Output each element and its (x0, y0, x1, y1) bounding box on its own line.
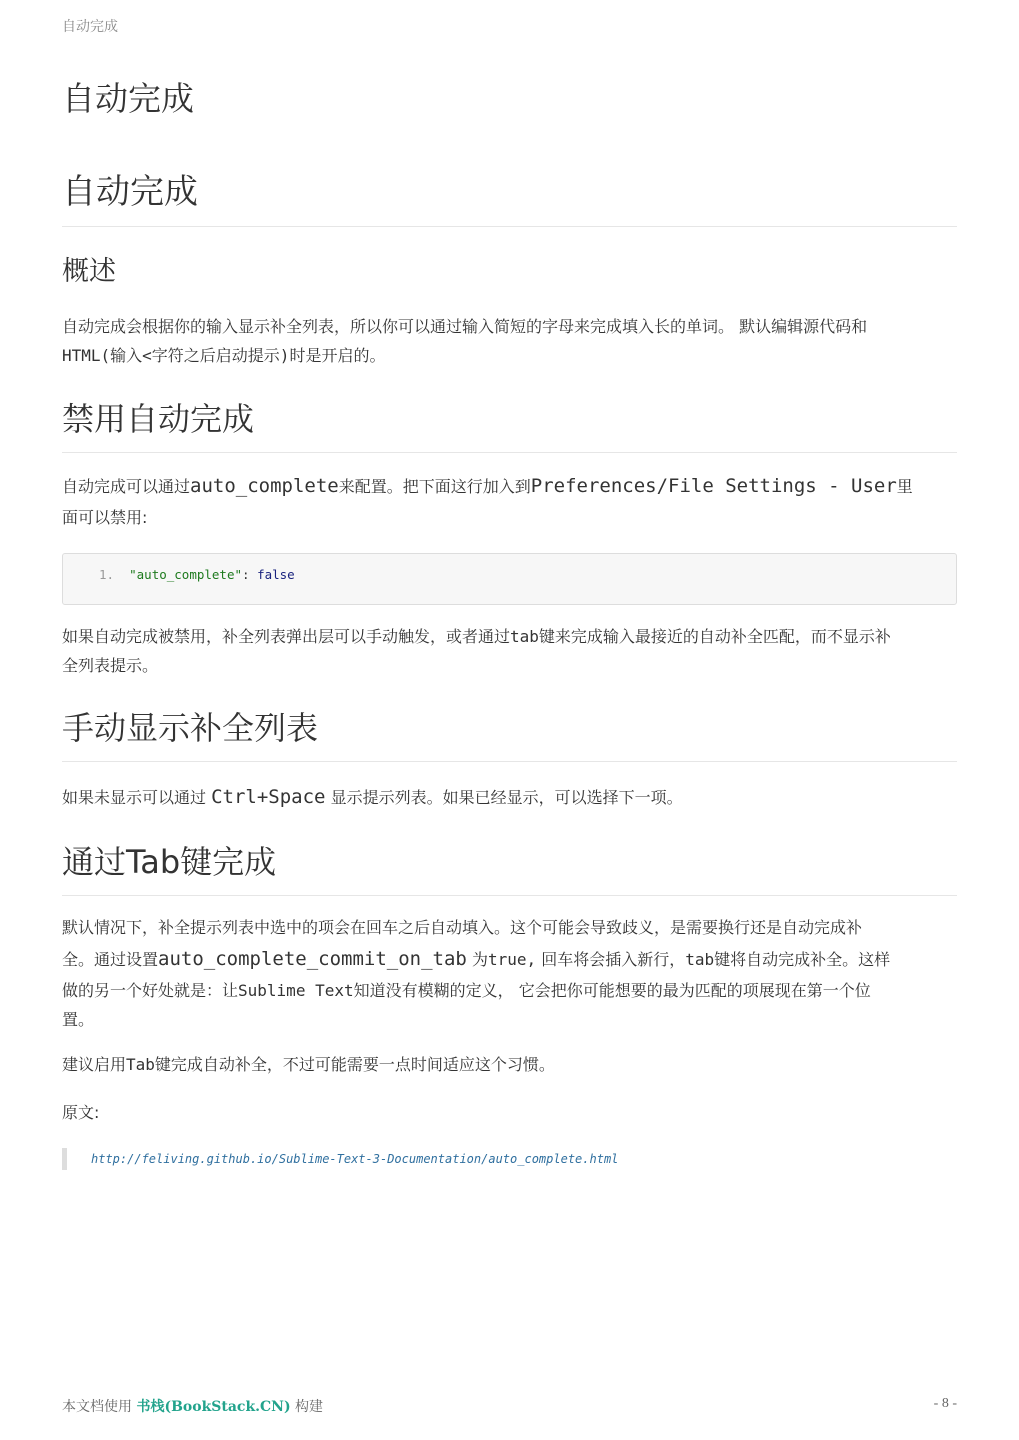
overview-section (62, 254, 957, 290)
disable-after-1b: tab (510, 627, 539, 646)
footer-prefix: 本文档使用 (62, 1399, 137, 1415)
tab-p2-b: 键完成自动补全，不过可能需要一点时间适应这个习惯。 (154, 1055, 555, 1074)
disable-after-paragraph (62, 622, 957, 680)
source-link[interactable]: http://feliving.github.io/Sublime-Text-3-Documentation/auto_complete.html (91, 1152, 619, 1166)
code-line (99, 567, 295, 583)
tab-p1-l2-true: true, (487, 950, 537, 969)
tab-p1-l3-st: Sublime Text (238, 981, 354, 1000)
overview-text-1: 自动完成会根据你的输入显示补全列表，所以你可以通过输入简短的字母来完成填入长的单词。 默认编辑源代码和 (62, 317, 868, 336)
tab-p1-line4: 置。 (62, 1010, 95, 1029)
manual-code: Ctrl+Space (211, 786, 326, 808)
source-label: 原文: (62, 1103, 100, 1122)
manual-text-a: 如果未显示可以通过 (62, 788, 212, 807)
disable-text-d: 面可以禁用: (62, 508, 148, 527)
disable-text-c: 里 (896, 477, 913, 496)
footer-suffix: 构建 (290, 1399, 324, 1415)
tab-paragraph-2 (62, 1050, 957, 1079)
main-heading: 自动完成 (62, 170, 957, 227)
disable-code-b: Preferences/File Settings - User (530, 475, 897, 497)
tab-paragraph-3 (62, 1098, 957, 1127)
tab-p1-l2-tab: tab (685, 950, 715, 969)
disable-heading: 禁用自动完成 (62, 398, 957, 453)
tab-p2-a: 建议启用 (62, 1055, 127, 1074)
disable-code-a: auto_complete (190, 475, 339, 497)
overview-paragraph (62, 312, 957, 370)
manual-text-b: 显示提示列表。如果已经显示，可以选择下一项。 (325, 788, 683, 807)
tab-heading: 通过Tab键完成 (62, 841, 957, 896)
source-blockquote (62, 1148, 618, 1170)
manual-heading: 手动显示补全列表 (62, 707, 957, 762)
disable-text-a: 自动完成可以通过 (62, 477, 191, 496)
code-value: false (257, 567, 295, 582)
disable-after-1a: 如果自动完成被禁用，补全列表弹出层可以手动触发，或者通过 (62, 627, 511, 646)
manual-section (62, 707, 957, 762)
tab-p1-l3-a: 做的另一个好处就是：让 (62, 981, 239, 1000)
tab-p1-l3-b: 知道没有模糊的定义， 它会把你可能想要的最为匹配的项展现在第一个位 (353, 981, 871, 1000)
code-string: "auto_complete" (129, 567, 243, 582)
tab-p1-l2-a: 全。通过设置 (62, 950, 159, 969)
running-header: 自动完成 (62, 19, 118, 35)
overview-text-2b: 时是开启的。 (289, 346, 386, 365)
tab-p1-l2-b: 为 (466, 950, 488, 969)
tab-p1-l2-code: auto_complete_commit_on_tab (158, 948, 467, 970)
tab-p1-line1: 默认情况下，补全提示列表中选中的项会在回车之后自动填入。这个可能会导致歧义，是需要换行还是自动完成补 (62, 918, 863, 937)
disable-paragraph (62, 470, 957, 532)
code-colon: : (242, 567, 258, 582)
code-line-number: 1. (99, 567, 115, 582)
disable-after-2: 全列表提示。 (62, 656, 159, 675)
tab-section (62, 841, 957, 896)
tab-paragraph-1 (62, 913, 957, 1034)
main-heading-section (62, 170, 957, 227)
disable-text-b: 来配置。把下面这行加入到 (338, 477, 531, 496)
footer-brand-link[interactable]: 书栈(BookStack.CN) (136, 1399, 291, 1415)
footer-credit (62, 1396, 323, 1416)
tab-p2-tab: Tab (126, 1055, 155, 1074)
overview-text-2a: HTML(输入<字符之后启动提示) (62, 346, 290, 365)
overview-heading: 概述 (62, 256, 116, 287)
manual-paragraph (62, 781, 957, 814)
document-title: 自动完成 (62, 79, 194, 118)
page-number: - 8 - (933, 1396, 957, 1411)
tab-p1-l2-c: 回车将会插入新行， (536, 950, 686, 969)
disable-section (62, 398, 957, 453)
code-block (62, 553, 957, 605)
tab-p1-l2-d: 键将自动完成补全。这样 (714, 950, 891, 969)
disable-after-1c: 键来完成输入最接近的自动补全匹配，而不显示补 (538, 627, 891, 646)
